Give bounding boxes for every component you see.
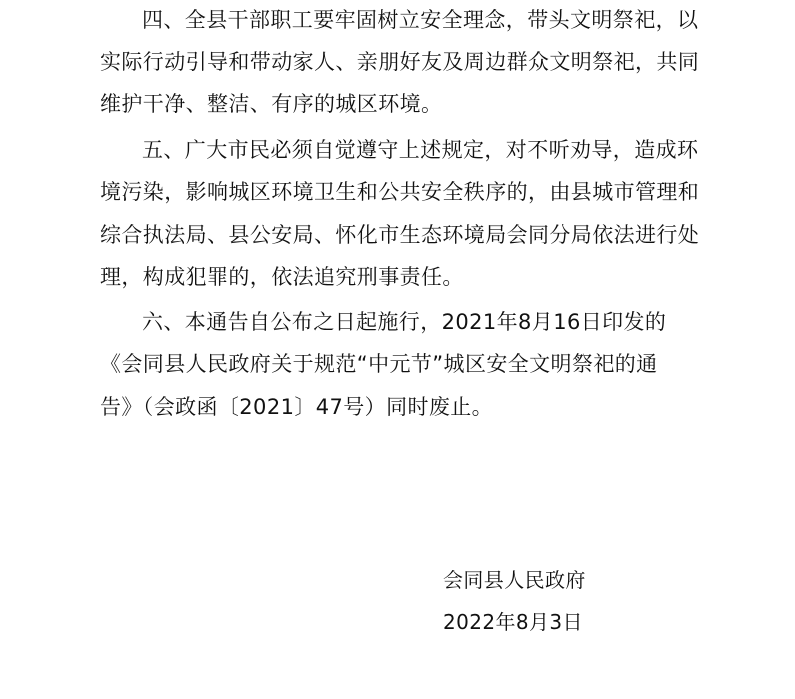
paragraph-6-line-3: 告》（会政函〔2021〕47号）同时废止。 [100, 395, 494, 419]
paragraph-4-line-2: 实际行动引导和带动家人、亲朋好友及周边群众文明祭祀，共同 [100, 50, 700, 74]
paragraph-5-line-3: 综合执法局、县公安局、怀化市生态环境局会同分局依法进行处 [100, 223, 700, 247]
paragraph-5-line-2: 境污染，影响城区环境卫生和公共安全秩序的，由县城市管理和 [100, 180, 700, 204]
paragraph-6-line-2: 《会同县人民政府关于规范“中元节”城区安全文明祭祀的通 [100, 352, 658, 376]
paragraph-4-line-3: 维护干净、整洁、有序的城区环境。 [100, 92, 443, 116]
paragraph-5-line-4: 理，构成犯罪的，依法追究刑事责任。 [100, 265, 464, 289]
signature-issuer: 会同县人民政府 [443, 568, 586, 592]
paragraph-4-line-1: 四、全县干部职工要牢固树立安全理念，带头文明祭祀，以 [142, 8, 699, 32]
paragraph-5-line-1: 五、广大市民必须自觉遵守上述规定，对不听劝导，造成环 [142, 138, 699, 162]
signature-date: 2022年8月3日 [443, 610, 583, 634]
paragraph-6-line-1: 六、本通告自公布之日起施行，2021年8月16日印发的 [142, 310, 667, 334]
